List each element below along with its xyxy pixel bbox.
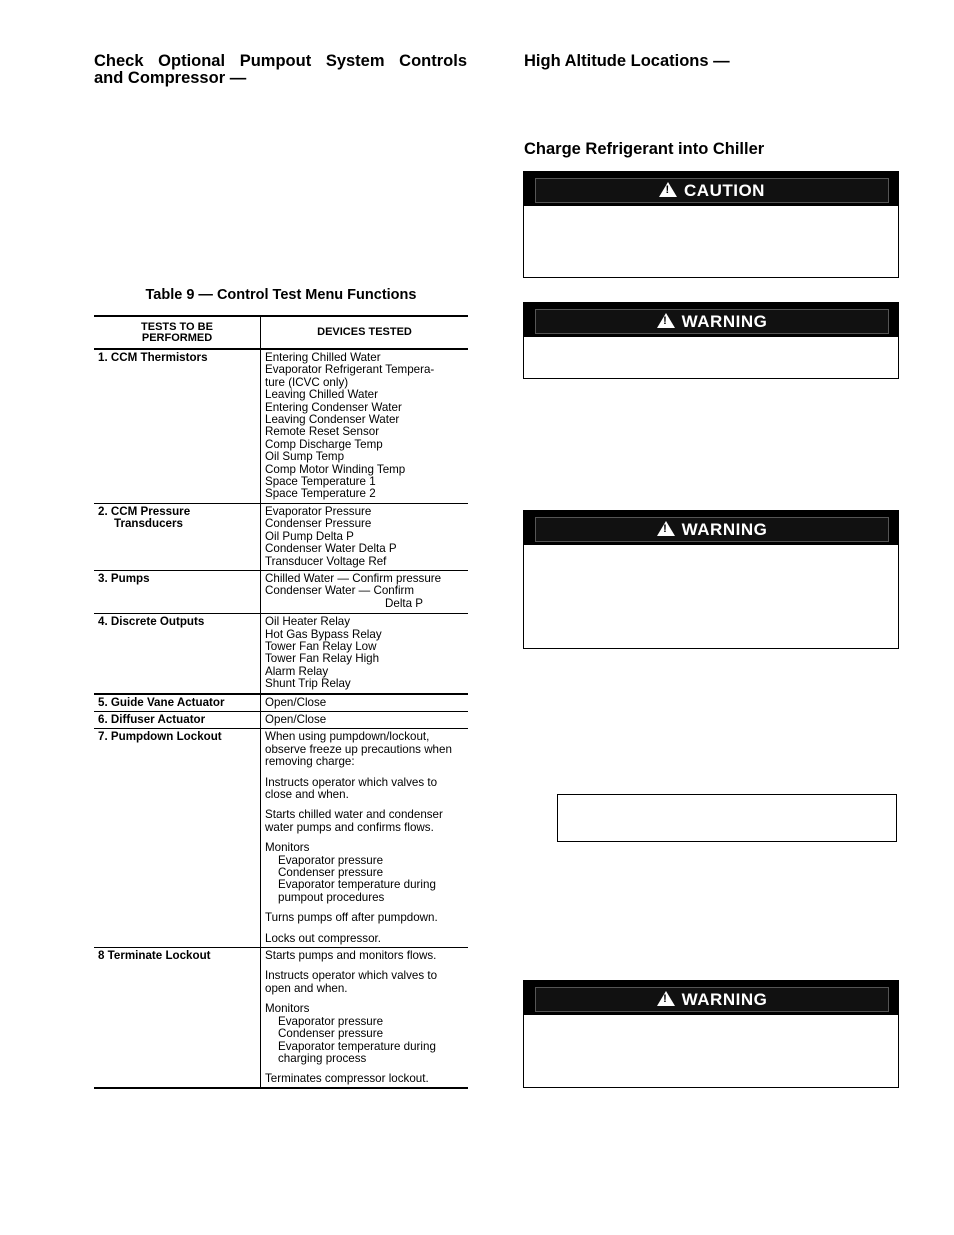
- device-item: Space Temperature 1: [265, 475, 376, 489]
- warning-label: WARNING: [681, 519, 768, 539]
- device-item: Hot Gas Bypass Relay: [265, 627, 382, 641]
- table-row: [94, 503, 468, 570]
- column-header-devices: DEVICES TESTED: [261, 316, 469, 349]
- device-item: Tower Fan Relay High: [265, 652, 380, 666]
- device-item: Delta P: [385, 596, 424, 610]
- note-box: [557, 794, 897, 842]
- device-item: Shunt Trip Relay: [265, 677, 351, 691]
- device-paragraph: Monitors Evaporator pressure Condenser pressure Evaporator temperature during charging process: [265, 1002, 436, 1065]
- test-name: 7. Pumpdown Lockout: [94, 729, 261, 948]
- device-item: Condenser Pressure: [265, 517, 372, 531]
- warning-label: WARNING: [681, 311, 768, 331]
- test-name: 6. Diffuser Actuator: [94, 711, 261, 728]
- device-item: Leaving Chilled Water: [265, 388, 378, 402]
- device-paragraph: Terminates compressor lockout.: [265, 1072, 429, 1086]
- section-heading-high-altitude: High Altitude Locations —: [524, 52, 730, 70]
- test-name: 1. CCM Thermistors: [94, 349, 261, 503]
- warning-label-panel: [535, 987, 889, 1012]
- device-item: Oil Pump Delta P: [265, 529, 354, 543]
- device-item: Remote Reset Sensor: [265, 425, 380, 439]
- device-paragraph: Instructs operator which valves to close and when.: [265, 775, 438, 801]
- test-name: 2. CCM Pressure Transducers: [94, 503, 261, 570]
- column-header-tests: TESTS TO BE PERFORMED: [94, 316, 261, 349]
- test-name: 3. Pumps: [94, 570, 261, 613]
- device-item: Entering Condenser Water: [265, 400, 402, 414]
- test-name: 5. Guide Vane Actuator: [94, 694, 261, 712]
- table-row: [94, 570, 468, 613]
- device-item: Alarm Relay: [265, 664, 329, 678]
- device-item: Chilled Water — Confirm pressure: [265, 571, 442, 585]
- warning-box: [523, 510, 899, 649]
- table-row: [94, 694, 468, 712]
- warning-label: WARNING: [681, 989, 768, 1009]
- table-row: [94, 349, 468, 503]
- warning-triangle-icon: [659, 182, 677, 197]
- warning-triangle-icon: [657, 991, 675, 1006]
- warning-bar: [524, 303, 898, 337]
- test-name: 8 Terminate Lockout: [94, 948, 261, 1088]
- warning-bar: [524, 981, 898, 1015]
- warning-box: [523, 980, 899, 1088]
- device-item: Condenser Water Delta P: [265, 542, 397, 556]
- device-item: Open/Close: [261, 694, 469, 712]
- device-item: Comp Discharge Temp: [265, 437, 383, 451]
- test-name: 4. Discrete Outputs: [94, 614, 261, 694]
- devices-cell: [261, 570, 469, 613]
- warning-triangle-icon: [657, 313, 675, 328]
- device-paragraph: Starts pumps and monitors flows.: [265, 949, 437, 963]
- warning-triangle-icon: [657, 521, 675, 536]
- table-title: Table 9 — Control Test Menu Functions: [145, 287, 417, 303]
- devices-cell: [261, 349, 469, 503]
- section-heading-line1: Check Optional Pumpout System Controls: [94, 52, 467, 70]
- warning-bar: [524, 511, 898, 545]
- control-test-table: [94, 315, 468, 1089]
- section-heading-pumpout-line2: and Compressor —: [94, 69, 247, 87]
- devices-cell: [261, 614, 469, 694]
- device-item: Tower Fan Relay Low: [265, 639, 377, 653]
- table-row: [94, 729, 468, 948]
- devices-cell: [261, 503, 469, 570]
- devices-cell: [261, 948, 469, 1088]
- device-item: Comp Motor Winding Temp: [265, 462, 406, 476]
- device-item: Leaving Condenser Water: [265, 413, 400, 427]
- device-item: Transducer Voltage Ref: [265, 554, 387, 568]
- warning-label-panel: [535, 517, 889, 542]
- device-item: Oil Heater Relay: [265, 615, 351, 629]
- device-item: Entering Chilled Water: [265, 351, 381, 364]
- section-heading-pumpout: [94, 53, 467, 70]
- device-paragraph: Locks out compressor.: [265, 931, 381, 945]
- device-paragraph: When using pumpdown/lockout, observe freeze up precautions when removing charge:: [265, 730, 452, 769]
- section-heading-charge-refrigerant: Charge Refrigerant into Chiller: [524, 140, 765, 158]
- table-row: [94, 948, 468, 1088]
- device-item: Oil Sump Temp: [265, 450, 345, 464]
- device-item: Evaporator Pressure: [265, 504, 372, 518]
- warning-box: [523, 302, 899, 379]
- device-paragraph: Monitors Evaporator pressure Condenser pressure Evaporator temperature during pumpout procedures: [265, 841, 436, 904]
- device-paragraph: Instructs operator which valves to open and when.: [265, 969, 438, 995]
- caution-bar: [524, 172, 898, 206]
- device-item: ture (ICVC only): [265, 375, 349, 389]
- device-item: Evaporator Refrigerant Tempera-: [265, 363, 435, 377]
- devices-cell: [261, 729, 469, 948]
- table-row: [94, 711, 468, 728]
- device-item: Open/Close: [261, 711, 469, 728]
- table-header-row: [94, 316, 468, 349]
- table-row: [94, 614, 468, 694]
- device-item: Space Temperature 2: [265, 487, 376, 501]
- device-item: Condenser Water — Confirm: [265, 584, 415, 598]
- device-paragraph: Turns pumps off after pumpdown.: [265, 911, 438, 925]
- caution-box: [523, 171, 899, 278]
- caution-label-panel: [535, 178, 889, 203]
- caution-label: CAUTION: [684, 180, 765, 200]
- warning-label-panel: [535, 309, 889, 334]
- device-paragraph: Starts chilled water and condenser water pumps and confirms flows.: [265, 808, 443, 834]
